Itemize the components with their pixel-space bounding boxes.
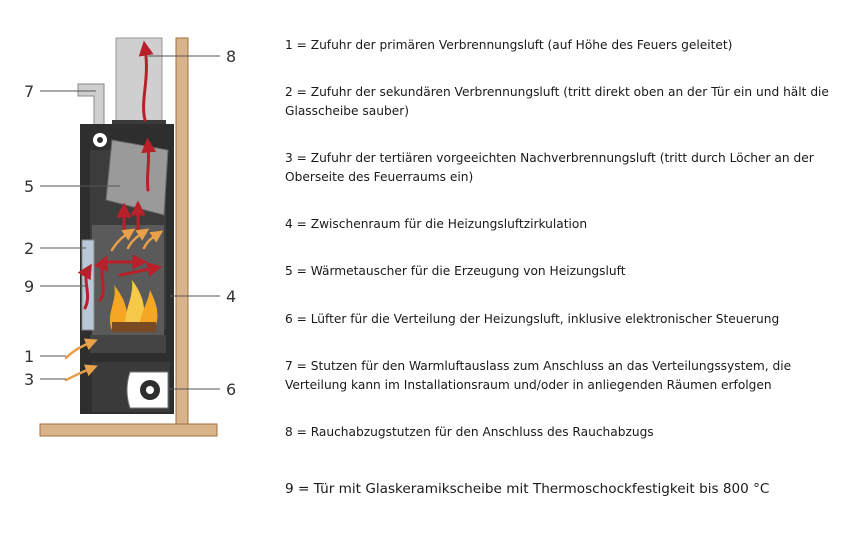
legend-item-7: 7 = Stutzen für den Warmluftauslass zum Anschluss an das Verteilungssystem, die Verteilung kann im Installationsraum und/oder in anliegenden Räumen erfolgen (285, 359, 792, 392)
legend-item-6: 6 = Lüfter für die Verteilung der Heizungsluft, inklusive elektronischer Steuerung (285, 312, 780, 326)
legend-item-1: 1 = Zufuhr der primären Verbrennungsluft (auf Höhe des Feuers geleitet) (285, 38, 733, 52)
fan (127, 372, 168, 408)
fireplace-cross-section-diagram (0, 0, 285, 550)
diagram-label-6: 6 (226, 380, 237, 399)
floor (40, 424, 217, 436)
diagram-label-3: 3 (24, 370, 35, 389)
diagram-label-7: 7 (24, 82, 35, 101)
legend-item-8: 8 = Rauchabzugstutzen für den Anschluss des Rauchabzugs (285, 425, 654, 439)
diagram-label-4: 4 (226, 287, 237, 306)
wall (176, 38, 188, 426)
legend-item-2: 2 = Zufuhr der sekundären Verbrennungsluft (tritt direkt oben an der Tür ein und hält die Glasscheibe sauber) (285, 85, 829, 118)
legend-item-4: 4 = Zwischenraum für die Heizungsluftzirkulation (285, 217, 588, 231)
diagram-label-5: 5 (24, 177, 35, 196)
diagram-label-1: 1 (24, 347, 35, 366)
legend-item-5: 5 = Wärmetauscher für die Erzeugung von Heizungsluft (285, 264, 626, 278)
diagram-label-8: 8 (226, 47, 237, 66)
flue-pipe (116, 38, 162, 126)
legend-item-9: 9 = Tür mit Glaskeramikscheibe mit Thermoschockfestigkeit bis 800 °C (285, 481, 770, 497)
legend-item-3: 3 = Zufuhr der tertiären vorgeeichten Nachverbrennungsluft (tritt durch Löcher an der Oberseite des Feuerraums ein) (285, 151, 814, 184)
diagram-label-9: 9 (24, 277, 35, 296)
diagram-label-2: 2 (24, 239, 35, 258)
